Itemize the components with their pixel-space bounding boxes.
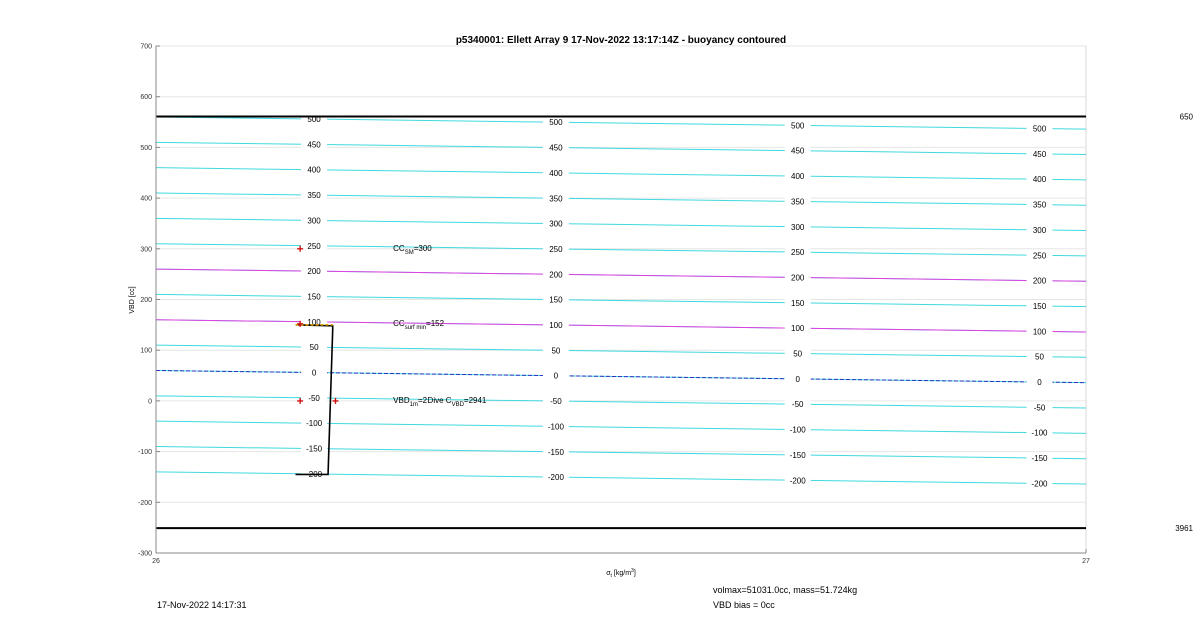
- contour-label: -200: [789, 476, 806, 486]
- contour-label: 50: [793, 349, 803, 359]
- contour-label: -150: [306, 444, 323, 454]
- chart-title: p5340001: Ellett Array 9 17-Nov-2022 13:17:14Z - buoyancy contoured: [455, 35, 787, 46]
- y-tick-label: -200: [137, 499, 152, 507]
- contour-label: 50: [551, 346, 561, 356]
- contour-label: -50: [550, 397, 562, 407]
- print-timestamp: 17-Nov-2022 14:17:31: [157, 600, 247, 610]
- contour-label: 200: [1032, 276, 1047, 286]
- contour-label: 350: [791, 197, 805, 207]
- contour-label: -150: [547, 447, 564, 457]
- volmax-mass-readout: volmax=51031.0cc, mass=51.724kg: [713, 585, 858, 595]
- contour-label: -50: [308, 393, 320, 403]
- contour-label: 400: [1032, 175, 1047, 185]
- x-axis-label-units: [kg/m: [613, 570, 632, 577]
- y-tick-label: 100: [140, 347, 152, 355]
- y-tick-label: 700: [140, 43, 152, 51]
- contour-label: 300: [791, 222, 805, 232]
- contour-label: -50: [791, 400, 804, 410]
- x-axis-label-units-end: ]: [633, 570, 636, 577]
- annotation: $CC_{surf min}=152$: [393, 318, 445, 331]
- contour-label: 500: [549, 118, 563, 128]
- x-tick-label: 27: [1082, 558, 1090, 565]
- contour-label: 450: [791, 146, 805, 156]
- y-tick-label: 200: [140, 297, 152, 304]
- y-tick-label: 300: [140, 246, 152, 254]
- x-axis-label-symbol: σ: [606, 570, 611, 577]
- y-tick-label: 0: [148, 398, 152, 406]
- annotation: $VBD_{1m}=2$: [393, 395, 428, 408]
- contour-label: 100: [307, 317, 321, 327]
- reference-line-label: 3961: [1175, 524, 1193, 534]
- contour-label: 200: [549, 270, 563, 280]
- x-axis-label: [606, 568, 636, 579]
- contour-label: 400: [307, 165, 321, 175]
- contour-label: 150: [791, 298, 805, 308]
- contour-label: 200: [791, 273, 805, 283]
- contour-label: -100: [547, 422, 564, 432]
- y-tick-label: 600: [140, 94, 152, 102]
- contour-label: 0: [795, 374, 800, 384]
- contour-label: 450: [307, 140, 321, 150]
- contour-label: 150: [549, 295, 563, 305]
- contour-label: 250: [307, 241, 321, 251]
- y-tick-label: -100: [137, 449, 152, 457]
- contour-label: 250: [791, 248, 805, 258]
- contour-label: 300: [307, 216, 321, 226]
- contour-label: -100: [1031, 428, 1048, 438]
- contour-label: 350: [307, 191, 321, 201]
- contour-label: -200: [547, 473, 564, 483]
- contour-label: -100: [789, 425, 806, 435]
- y-axis-label: VBD [cc]: [129, 286, 136, 314]
- contour-label: 500: [307, 115, 321, 125]
- x-axis-label-sub: t: [610, 573, 612, 579]
- contour-label: 0: [311, 368, 317, 378]
- contour-label: 400: [549, 168, 563, 178]
- contour-label: 450: [1032, 149, 1047, 159]
- contour-label: -200: [1031, 479, 1048, 489]
- contour-label: 350: [549, 194, 563, 204]
- contour-label: 450: [549, 143, 563, 153]
- contour-label: 150: [307, 292, 321, 302]
- x-tick-label: 26: [152, 558, 160, 565]
- contour-label: 250: [1032, 251, 1047, 261]
- contour-label: 100: [1032, 327, 1047, 337]
- contour-label: 200: [307, 267, 321, 277]
- contour-label: 100: [549, 321, 563, 331]
- x-axis-label-units-sup: 3: [631, 568, 634, 574]
- contour-label: 50: [309, 343, 319, 353]
- contour-label: 500: [1032, 124, 1047, 134]
- vbd-bias-readout: VBD bias = 0cc: [713, 600, 775, 610]
- y-tick-label: -300: [137, 550, 152, 558]
- annotation: Dive $C_{VBD}=2941$: [427, 395, 487, 408]
- contour-label: 400: [791, 172, 805, 182]
- reference-line-label: 650: [1179, 112, 1193, 122]
- contour-label: 150: [1032, 301, 1047, 311]
- contour-label: 0: [1037, 378, 1042, 388]
- contour-label: -100: [306, 419, 323, 429]
- y-tick-label: 400: [140, 195, 152, 203]
- annotation: $CC_{SM}=300$: [393, 243, 432, 256]
- contour-label: 250: [549, 244, 563, 254]
- contour-label: -150: [789, 450, 806, 460]
- contour-label: 300: [1032, 225, 1047, 235]
- contour-label: 50: [1035, 352, 1044, 362]
- contour-label: -150: [1031, 454, 1048, 464]
- contour-label: 350: [1032, 200, 1047, 210]
- contour-label: 0: [553, 371, 559, 381]
- contour-label: 100: [791, 324, 805, 334]
- contour-label: 500: [791, 121, 805, 131]
- contour-label: -200: [306, 469, 323, 479]
- contour-label: 300: [549, 219, 563, 229]
- y-tick-label: 500: [140, 144, 152, 152]
- contour-label: -50: [1033, 403, 1046, 413]
